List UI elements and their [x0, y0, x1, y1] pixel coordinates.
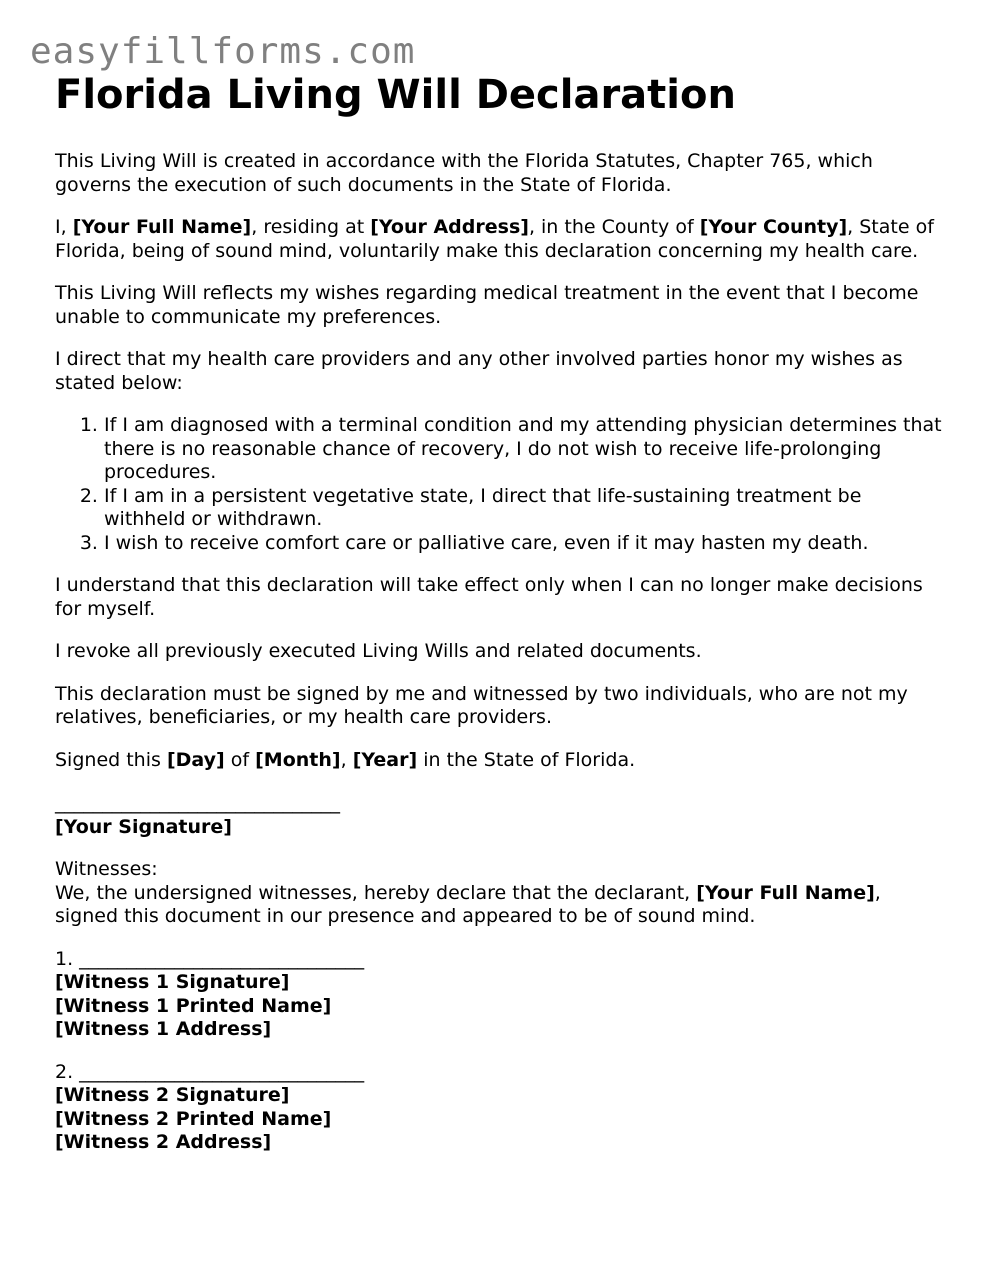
- signature-line: ______________________________: [55, 792, 340, 814]
- witnesses-statement-text: , signed this document in our presence and appeared to be of sound mind.: [55, 881, 881, 927]
- wishes-list: [55, 414, 945, 555]
- county-placeholder: [Your County]: [699, 216, 848, 238]
- witness-1-signature-text: [Witness 1 Signature]: [55, 971, 290, 993]
- intro-paragraph: This Living Will is created in accordance with the Florida Statutes, Chapter 765, which governs the execution of such documents in the State of Florida.: [55, 150, 873, 196]
- witness-2-signature-text: [Witness 2 Signature]: [55, 1084, 290, 1106]
- witness-requirement-paragraph: This declaration must be signed by me and witnessed by two individuals, who are not my relatives, beneficiaries, or my health care providers.: [55, 682, 908, 728]
- watermark: easyfillforms.com: [30, 31, 416, 72]
- declarant-signature-block: [55, 792, 945, 839]
- understand-paragraph: I understand that this declaration will take effect only when I can no longer make decisions for myself.: [55, 574, 923, 620]
- document-title: Florida Living Will Declaration: [55, 72, 736, 118]
- declaration-paragraph: [55, 216, 945, 263]
- witness-number: 1.: [55, 947, 80, 970]
- document-body: [55, 70, 945, 1174]
- revoke-paragraph: I revoke all previously executed Living Wills and related documents.: [55, 640, 702, 662]
- day-placeholder: [Day]: [166, 748, 225, 771]
- address-placeholder: [Your Address]: [370, 216, 529, 238]
- month-placeholder: [Month]: [255, 748, 341, 771]
- witnesses-heading: Witnesses:: [55, 858, 158, 880]
- witnesses-statement: [55, 882, 945, 929]
- witness-1-block: [55, 948, 945, 1042]
- witness-1-signature: [55, 971, 945, 995]
- witnesses-statement-text: We, the undersigned witnesses, hereby declare that the declarant,: [55, 881, 697, 904]
- witness-2-block: [55, 1061, 945, 1155]
- signed-text: of: [224, 748, 256, 771]
- witness-1-printed-name: [55, 995, 945, 1019]
- wish-item: 3. I wish to receive comfort care or palliative care, even if it may hasten my death.: [104, 532, 945, 556]
- witness-2-signature: [55, 1084, 945, 1108]
- signed-text: in the State of Florida.: [417, 748, 636, 771]
- full-name-placeholder: [Your Full Name]: [72, 216, 252, 238]
- witness-2-address-text: [Witness 2 Address]: [55, 1131, 272, 1153]
- declaration-text: , in the County of: [528, 216, 700, 238]
- witnesses-section: [55, 858, 945, 929]
- wish-item: 1. If I am diagnosed with a terminal condition and my attending physician determines that there is no reasonable chance of recovery, I do not wish to receive life-prolonging procedures.: [104, 414, 945, 485]
- witness-1-address: [55, 1018, 945, 1042]
- declaration-text: , State of Florida, being of sound mind, voluntarily make this declaration concerning my health care.: [55, 216, 934, 262]
- reflects-paragraph: This Living Will reflects my wishes regarding medical treatment in the event that I become unable to communicate my preferences.: [55, 282, 919, 328]
- signature-line: ______________________________: [79, 1060, 365, 1083]
- signed-text: Signed this: [55, 748, 167, 771]
- witness-1-signature-line: [55, 948, 945, 972]
- declarant-name-placeholder: [Your Full Name]: [696, 881, 875, 904]
- direct-paragraph: I direct that my health care providers and any other involved parties honor my wishes as stated below:: [55, 348, 903, 394]
- wish-item: 2. If I am in a persistent vegetative state, I direct that life-sustaining treatment be withheld or withdrawn.: [104, 485, 945, 532]
- year-placeholder: [Year]: [352, 748, 418, 771]
- signature-label: [55, 816, 945, 840]
- witness-2-printed-name-text: [Witness 2 Printed Name]: [55, 1107, 332, 1130]
- signed-text: ,: [340, 748, 353, 771]
- signature-line: ______________________________: [79, 947, 365, 970]
- witness-1-printed-name-text: [Witness 1 Printed Name]: [55, 994, 332, 1017]
- signed-date-paragraph: [55, 749, 945, 773]
- witness-2-signature-line: [55, 1061, 945, 1085]
- witness-2-printed-name: [55, 1108, 945, 1132]
- witness-2-address: [55, 1131, 945, 1155]
- signature-label-text: [Your Signature]: [55, 815, 232, 838]
- declaration-text: I,: [55, 216, 73, 238]
- declaration-text: , residing at: [251, 216, 371, 238]
- witness-number: 2.: [55, 1060, 80, 1083]
- witness-1-address-text: [Witness 1 Address]: [55, 1018, 272, 1040]
